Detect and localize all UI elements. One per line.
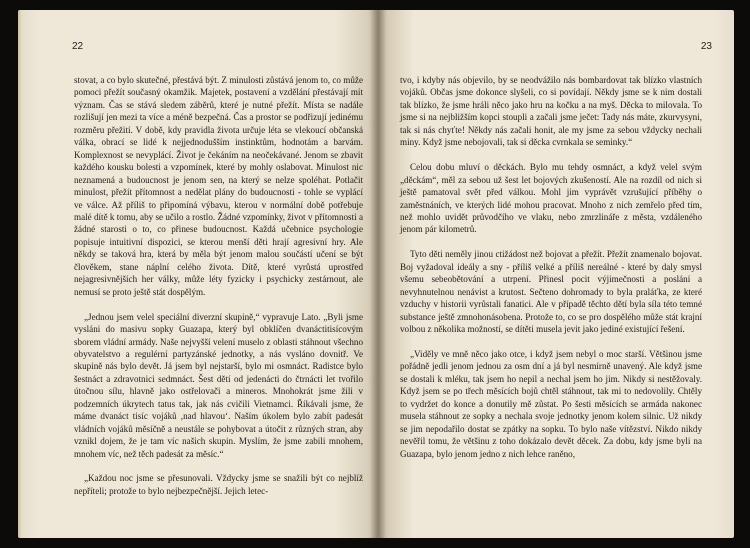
paragraph: „Jednou jsem velel speciální diverzní skupině,“ vypravuje Lato. „Byli jsme vysláni do masivu sopky Guazapa, který byl obklíčen dvanáctitisícovým sborem vládní armády. Naše nejvyšší velení muselo z oblasti stáhnout všechno obyvatelstvo a regulérní partyzánské jednotky, a nás vysláno dovnitř. Ve skupině nás bylo devět. Já jsem byl nejstarší, bylo mi osmnáct. Radistce bylo šestnáct a zdravotnici sedmnáct. Šest dětí od jedenácti do čtrnácti let tvořilo útočnou sílu, hlavně jako ostřelovači a mineros. Mnohokrát jsme žili v podzemních úkrytech tatus tak, jak nás cvičili Vietnamci. Říkávali jsme, že máme dvanáct tisíc vojáků ,nad hlavou‘. Naším úkolem bylo zabít padesát vládních vojáků měsíčně a neustále se pohybovat a útočit z různých stran, aby vznikl dojem, že je tam víc našich skupin. Myslím, že jsme zabili mnohem, mnohem víc, než těch padesát za měsíc.“ [74, 311, 363, 459]
page-number: 22 [72, 41, 84, 52]
paragraph: Tyto děti neměly jinou ctižádost než bojovat a přežít. Přežít znamenalo bojovat. Boj vyžadoval ideály a sny - příliš velké a příliš nereálné - které by daly smysl všemu sebeobětování a utrpení. Přinesl pocit výjimečnosti a poslání a nevyhnutelnou nenávist a krutost. Sečteno dohromady to byla praláťka, ze které vzduchy v historii vyrůstali fanatici. Ale v případě těchto dětí byla síla této temné substance ještě zmnohonásobena. Protože to, co se pro dospělého může stát krajní volbou z několika možností, se dítěti musela jevit jako jediné existující řešení. [400, 249, 702, 335]
book-spread [18, 10, 734, 538]
paragraph: „Viděly ve mně něco jako otce, i když jsem nebyl o moc starší. Většinou jsme pořádně jedli jenom jednou za osm dní a já byl nesmírně unavený. Ale když jsme se dostali k mléku, tak jsem ho nepil a nechal jsem ho jim. Nikdy si nestěžovaly. Když jsem se po třech měsících bojů chtěl stáhnout, tak mi to nedovolily. Chtěly to vydržet do konce a donutily mě zůstat. Po šesti měsících se armáda nakonec musela stáhnout ze sopky a nechala svoje jednotky jenom kolem silnic. Už nikdy se jim nepodařilo dostat se zpátky na sopku. To bylo naše vítězství. Nikdo nikdy nevěřil tomu, že většinu z toho dokázalo devět děcek. Za dobu, kdy jsme byli na Guazapa, bylo jenom jedno z nich lehce raněno, [400, 348, 702, 459]
page-text [400, 74, 702, 472]
paragraph: Celou dobu mluví o děckách. Bylo mu tehdy osmnáct, a když velel svým „děckám“, měl za sebou už šest let bojových zkušeností. Ale na rozdíl od nich si ještě pamatoval svět před válkou. Mohl jim vyprávět vzrušující příběhy o zaměstnáních, ve kterých lidé mohou pracovat. Mnoho z nich zemřelo před tím, než mohlo uvidět průvodčího ve vlaku, nebo zmrzlináře z města, vzdáleného jenom pár kilometrů. [400, 162, 702, 235]
paragraph: stovat, a co bylo skutečné, přestává být. Z minulosti zůstává jenom to, co může pomoci přežít současný okamžik. Majetek, postavení a vzdělání přestávají mít význam. Čas se stává sledem záběrů, které je nutné přežít. Místa se nadále rozlišují jen mezi ta více a méně bezpečná. Čas a prostor se podřizují jedinému rozměru přežití. V době, kdy pravidla života určuje léta se vlekoucí občanská válka, obrací se lidé k nejjednodušším instinktům, hodnotám a barvám. Komplexnost se nevyplácí. Život je čekáním na neočekávané. Jenom se zbavit každého kousku bolesti a vzpomínek, které by mohly oslabovat. Minulost nic neznamená a budoucnost je jenom sen, na který se nelze spoléhat. Potlačit minulost, přežít přítomnost a nedělat plány do budoucnosti - tohle se vyplácí ve válce. Až příliš to připomíná výbavu, kterou v normální době potřebuje malé dítě k tomu, aby se učilo a rostlo. Žádné vzpomínky, život v přítomnosti a žádné starosti o to, co přinese budoucnost. Každá učebnice psychologie popisuje intuitivní dispozici, se kterou menší děti hrají agresivní hry. Ale někdy se taková hra, která by měla být jenom malou součástí učení se být člověkem, stane náplní celého života. Dítě, které vyrůstá uprostřed nejagresivnějších her války, může léty fyzicky i psychicky zestárnout, ale nemusí se proto ještě stát dospělým. [74, 75, 363, 297]
page-edge [18, 10, 22, 538]
left-page [18, 10, 378, 538]
right-page [378, 10, 734, 538]
page-text [74, 74, 363, 510]
page-number: 23 [700, 41, 712, 52]
book-gutter [370, 10, 386, 538]
paragraph: tvo, i kdyby nás objevilo, by se neodvážilo nás bombardovat tak blízko vlastních vojáků. Občas jsme dokonce slyšeli, co si povídají. Někdy jsme se k nim dostali tak blízko, že jsme hráli něco jako hru na kočku a na myš. Děcka to milovala. To jsme si na nejbližším kopci stoupli a začali jsme ječet: Tady nás máte, zkurvysyni, tak si nás chyťte! Někdy nás začali honit, ale my jsme za sebou vždycky nechali miny. Když jsme nebojovali, tak si děcka cvrnkala se seminky.“ [400, 75, 702, 148]
paragraph: „Každou noc jsme se přesunovali. Vždycky jsme se snažili být co nejblíž nepříteli; protože to bylo nejbezpečnější. Jejich letec- [74, 473, 363, 496]
